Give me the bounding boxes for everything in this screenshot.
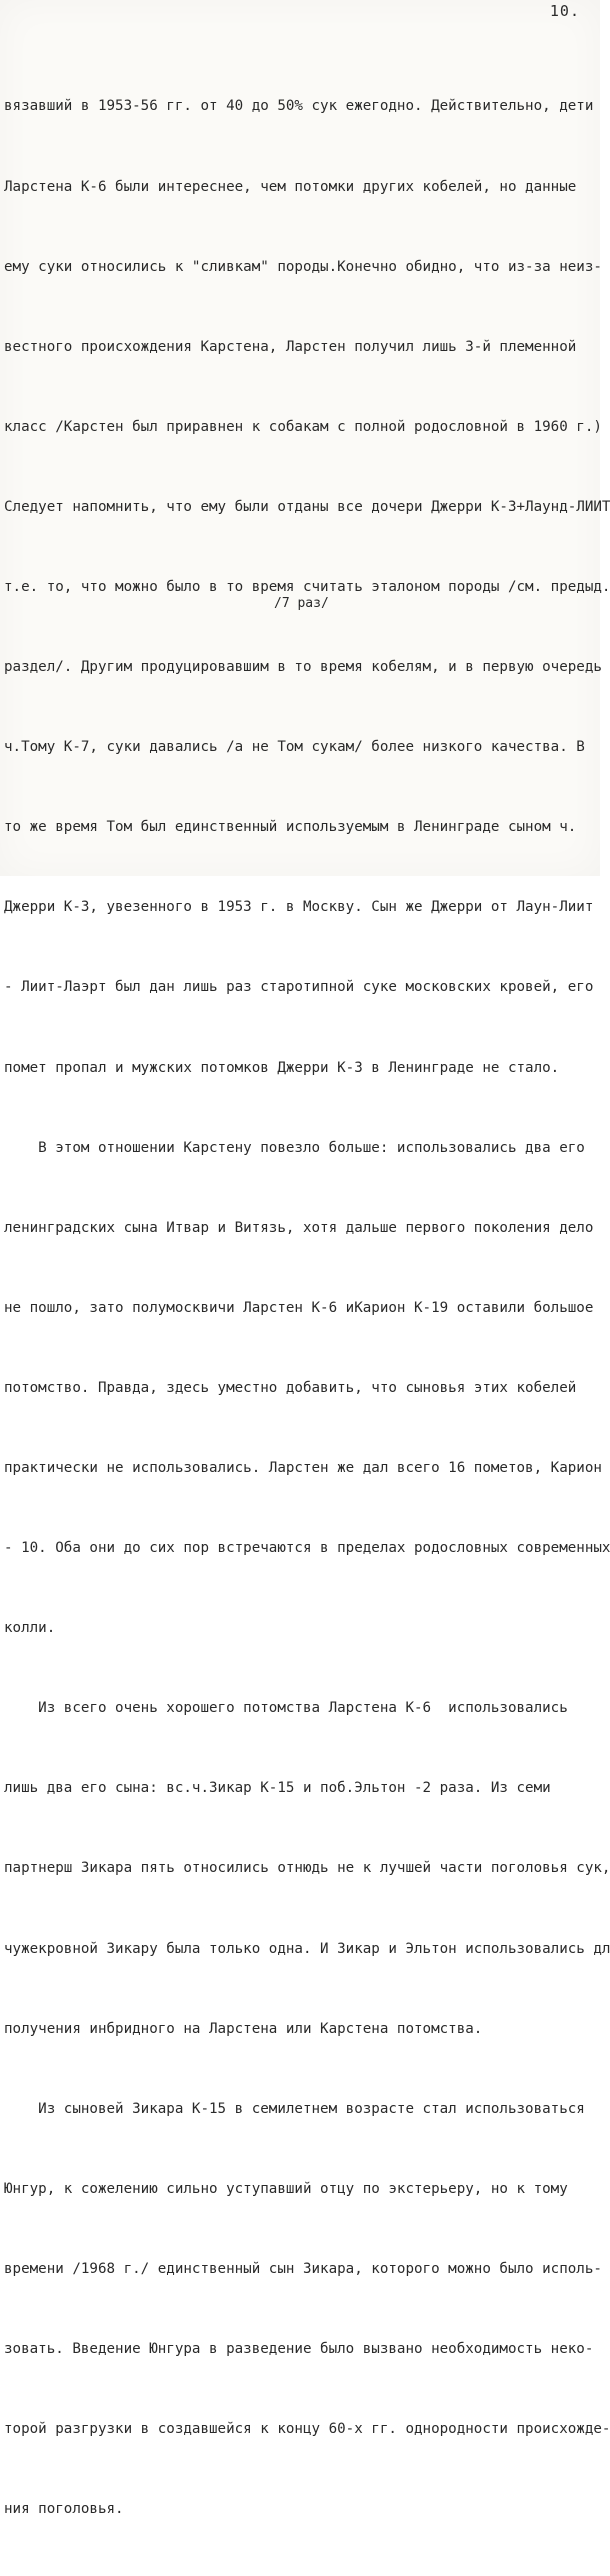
text-line: Ларстена К-6 были интереснее, чем потомки других кобелей, но данные — [4, 178, 577, 195]
text-line: класс /Карстен был приравнен к собакам с полной родословной в 1960 г.) — [4, 418, 602, 435]
text-line: помет пропал и мужских потомков Джерри К-3 в Ленинграде не стало. — [4, 1059, 560, 1076]
text-line: ему суки относились к "сливкам" породы.Конечно обидно, что из-за неиз- — [4, 258, 602, 275]
text-line: не пошло, зато полумосквичи Ларстен К-6 иКарион К-19 оставили большое — [4, 1299, 594, 1316]
text-line: - 10. Оба они до сих пор встречаются в пределах родословных современных — [4, 1540, 610, 1557]
text-line: чужекровной Зикару была только одна. И Зикар и Эльтон использовались дл — [4, 1940, 610, 1957]
text-line: вестного происхождения Карстена, Ларстен получил лишь 3-й племенной — [4, 338, 577, 355]
text-line: ленинградских сына Итвар и Витязь, хотя дальше первого поколения дело — [4, 1219, 594, 1236]
text-line: - Лиит-Лаэрт был дан лишь раз старотипной суке московских кровей, его — [4, 979, 594, 996]
text-line: раздел/. Другим продуцировавшим в то время кобелям, и в первую очередь — [4, 659, 602, 676]
text-line: колли. — [4, 1620, 56, 1637]
text-line: партнерш Зикара пять относились отнюдь не к лучшей части поголовья сук, — [4, 1860, 610, 1877]
text-line: Юнгур, к сожелению сильно уступавший отцу по экстерьеру, но к тому — [4, 2180, 568, 2197]
text-line: торой разгрузки в создавшейся к концу 60-х гг. однородности происхожде- — [4, 2421, 610, 2438]
text-line: то же время Том был единственный используемым в Ленинграде сыном ч. — [4, 819, 577, 836]
text-line: Следует напомнить, что ему были отданы все дочери Джерри К-3+Лаунд-ЛИИТ — [4, 498, 610, 515]
text-line: Из всего очень хорошего потомства Ларстена К-6 использовались — [4, 1700, 568, 1717]
text-line: вязавший в 1953-56 гг. от 40 до 50% сук ежегодно. Действительно, дети — [4, 98, 594, 115]
inserted-note: /7 раз/ — [274, 596, 329, 611]
text-line: получения инбридного на Ларстена или Карстена потомства. — [4, 2020, 483, 2037]
text-line: ч.Тому К-7, суки давались /а не Том сукам/ более низкого качества. В — [4, 739, 585, 756]
text-line: времени /1968 г./ единственный сын Зикара, которого можно было исполь- — [4, 2260, 602, 2277]
text-line: В этом отношении Карстену повезло больше: использовались два его — [4, 1139, 585, 1156]
text-line: потомство. Правда, здесь уместно добавить, что сыновья этих кобелей — [4, 1379, 577, 1396]
text-line: т.е. то, что можно было в то время считать эталоном породы /см. предыд. — [4, 578, 610, 595]
text-line: ния поголовья. — [4, 2501, 124, 2518]
text-line: Джерри К-3, увезенного в 1953 г. в Москву. Сын же Джерри от Лаун-Лиит — [4, 899, 594, 916]
page-number: 10. — [549, 2, 580, 20]
text-line: практически не использовались. Ларстен же дал всего 16 пометов, Карион — [4, 1460, 602, 1476]
text-line: Из сыновей Зикара К-15 в семилетнем возрасте стал использоваться — [4, 2100, 585, 2117]
text-line: зовать. Введение Юнгура в разведение было вызвано необходимость неко- — [4, 2341, 594, 2358]
typed-text-body — [4, 40, 610, 2576]
text-line: лишь два его сына: вс.ч.Зикар К-15 и поб.Эльтон -2 раза. Из семи — [4, 1780, 551, 1797]
